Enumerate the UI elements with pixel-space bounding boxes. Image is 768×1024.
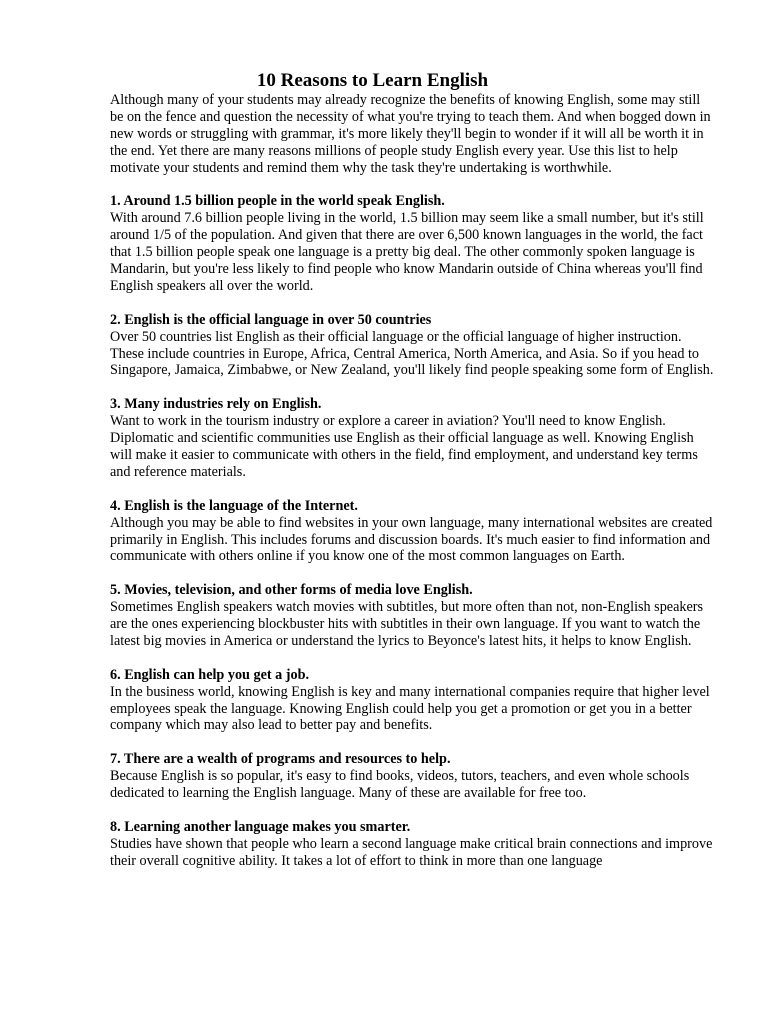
document-content	[110, 92, 716, 870]
section-6	[110, 667, 716, 735]
section-body: Studies have shown that people who learn a second language make critical brain connections and improve their overall cognitive ability. It takes a lot of effort to think in more than one language	[110, 835, 713, 869]
section-heading: 4. English is the language of the Internet.	[110, 497, 358, 514]
section-body: With around 7.6 billion people living in the world, 1.5 billion may seem like a small number, but it's still around 1/5 of the population. And given that there are over 6,500 known languages in the world, the fact that 1.5 billion people speak one language is a pretty big deal. The other commonly spoken language is Mandarin, but you're less likely to find people who know Mandarin outside of China whereas you'll find English speakers all over the world.	[110, 210, 704, 294]
document-title: 10 Reasons to Learn English	[256, 70, 489, 91]
section-4	[110, 498, 716, 566]
section-heading: 5. Movies, television, and other forms of media love English.	[110, 582, 473, 599]
section-heading: 8. Learning another language makes you smarter.	[110, 818, 411, 835]
section-2	[110, 312, 716, 380]
section-heading: 6. English can help you get a job.	[110, 666, 310, 683]
section-body: Although you may be able to find websites in your own language, many international websites are created primarily in English. This includes forums and discussion boards. It's much easier to find information and communicate with others online if you know one of the most common languages on Earth.	[110, 514, 713, 565]
section-5	[110, 582, 716, 650]
section-heading: 1. Around 1.5 billion people in the world speak English.	[110, 193, 445, 210]
section-heading: 7. There are a wealth of programs and resources to help.	[110, 751, 451, 768]
section-body: Sometimes English speakers watch movies with subtitles, but more often than not, non-English speakers are the ones experiencing blockbuster hits with subtitles in their own language. If you want to watch the latest big movies in America or understand the lyrics to Beyonce's latest hits, it helps to know English.	[110, 599, 704, 649]
section-heading: 3. Many industries rely on English.	[110, 396, 322, 413]
section-3	[110, 396, 716, 481]
section-body: Want to work in the tourism industry or explore a career in aviation? You'll need to know English. Diplomatic and scientific communities use English as their official language as well. Knowing English will make it easier to communicate with others in the field, find employment, and understand key terms and reference materials.	[110, 413, 698, 480]
section-body: In the business world, knowing English is key and many international companies require that higher level employees speak the language. Knowing English could help you get a promotion or get you in a better company which may also lead to better pay and benefits.	[110, 683, 710, 734]
section-heading: 2. English is the official language in over 50 countries	[110, 311, 432, 328]
section-7	[110, 751, 716, 802]
section-body: Over 50 countries list English as their official language or the official language of higher instruction. These include countries in Europe, Africa, Central America, North America, and Asia. So if you head to Singapore, Jamaica, Zimbabwe, or New Zealand, you'll likely find people speaking some form of English.	[110, 328, 714, 379]
section-1	[110, 193, 716, 294]
section-8	[110, 819, 716, 870]
section-body: Because English is so popular, it's easy to find books, videos, tutors, teachers, and even whole schools dedicated to learning the English language. Many of these are available for free too.	[110, 768, 690, 802]
intro-paragraph: Although many of your students may already recognize the benefits of knowing English, some may still be on the fence and question the necessity of what you're trying to teach them. And when bogged down in new words or struggling with grammar, it's more likely they'll begin to wonder if it will all be worth it in the end. Yet there are many reasons millions of people study English every year. Use this list to help motivate your students and remind them why the task they're undertaking is worthwhile.	[110, 92, 711, 176]
